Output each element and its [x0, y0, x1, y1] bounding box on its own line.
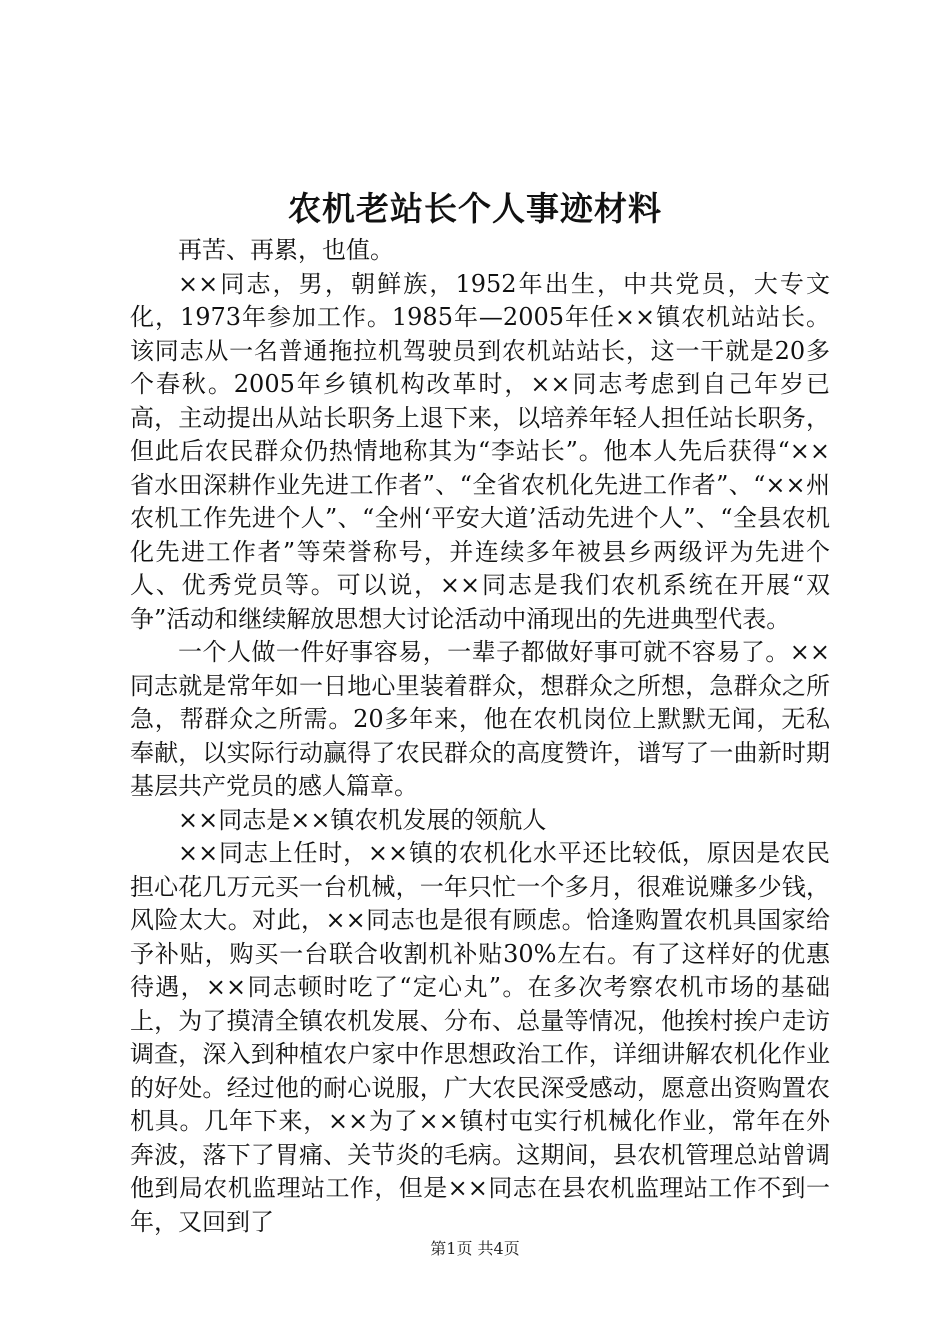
section-heading: ××同志是××镇农机发展的领航人	[178, 805, 547, 834]
paragraph: 一个人做一件好事容易，一辈子都做好事可就不容易了。××同志就是常年如一日地心里装着群众，想群众之所想，急群众之所急，帮群众之所需。20多年来，他在农机岗位上默默无闻，无私奉献，以实际行动赢得了农民群众的高度赞许，谱写了一曲新时期基层共产党员的感人篇章。	[130, 638, 830, 800]
page-footer: 第1页 共4页	[430, 1239, 520, 1258]
paragraph: ××同志上任时，××镇的农机化水平还比较低，原因是农民担心花几万元买一台机械，一年只忙一个多月，很难说赚多少钱，风险太大。对此，××同志也是很有顾虑。恰逢购置农机具国家给予补贴，购买一台联合收割机补贴30%左右。有了这样好的优惠待遇，××同志顿时吃了“定心丸”。在多次考察农机市场的基础上，为了摸清全镇农机发展、分布、总量等情况，他挨村挨户走访调查，深入到种植农户家中作思想政治工作，详细讲解农机化作业的好处。经过他的耐心说服，广大农民深受感动，愿意出资购置农机具。几年下来，××为了××镇村屯实行机械化作业，常年在外奔波，落下了胃痛、关节炎的毛病。这期间，县农机管理总站曾调他到局农机监理站工作，但是××同志在县农机监理站工作不到一年，又回到了	[130, 839, 830, 1236]
paragraph: ××同志，男，朝鲜族，1952年出生，中共党员，大专文化，1973年参加工作。1985年—2005年任××镇农机站站长。该同志从一名普通拖拉机驾驶员到农机站站长，这一干就是20多个春秋。2005年乡镇机构改革时，××同志考虑到自己年岁已高，主动提出从站长职务上退下来，以培养年轻人担任站长职务，但此后农民群众仍热情地称其为“李站长”。他本人先后获得“××省水田深耕作业先进工作者”、“全省农机化先进工作者”、“××州农机工作先进个人”、“全州‘平安大道’活动先进个人”、“全县农机化先进工作者”等荣誉称号，并连续多年被县乡两级评为先进个人、优秀党员等。可以说，××同志是我们农机系统在开展“双争”活动和继续解放思想大讨论活动中涌现出的先进典型代表。	[130, 269, 830, 633]
document-body	[130, 234, 830, 1239]
document-title: 农机老站长个人事迹材料	[288, 189, 662, 228]
paragraph: 再苦、再累，也值。	[178, 236, 394, 264]
